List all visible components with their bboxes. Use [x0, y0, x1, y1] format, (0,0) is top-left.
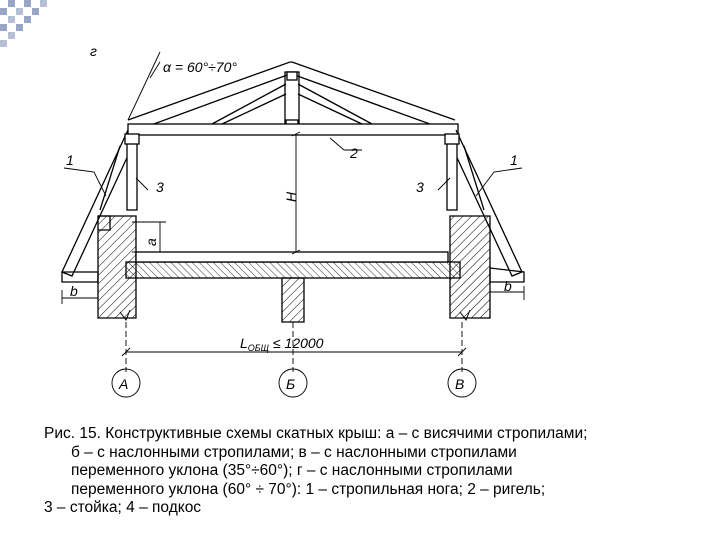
label-offset-a: a — [143, 238, 159, 246]
span-subscript: ОБЩ — [247, 343, 269, 353]
post-right — [447, 138, 457, 210]
axis-label-b: Б — [286, 376, 296, 392]
figure-caption — [44, 425, 694, 518]
strut-left — [212, 84, 286, 124]
caption-line: переменного уклона (60° ÷ 70°): 1 – стропильная нога; 2 – ригель; — [71, 480, 546, 498]
angle-label: α = 60°÷70° — [163, 59, 237, 75]
leader-label-3-left — [136, 178, 148, 190]
pier-middle — [282, 278, 304, 322]
ridge-cap — [287, 72, 297, 80]
span-symbol: L — [240, 335, 248, 351]
span-relation: ≤ 12000 — [272, 335, 324, 351]
label-rafter-right: 1 — [510, 152, 518, 168]
caption-line: Рис. 15. Конструктивные схемы скатных крыш: а – с висячими стропилами; — [44, 425, 588, 442]
label-height: H — [283, 191, 299, 202]
caption-line: б – с наслонными стропилами; в – с наслонными стропилами — [71, 443, 517, 461]
a-dim-ext — [132, 222, 166, 252]
upper-rafter-right — [292, 62, 455, 120]
label-post-left: 3 — [156, 179, 164, 195]
label-post-right: 3 — [416, 179, 424, 195]
label-overhang-left: b — [70, 283, 78, 299]
label-span — [240, 335, 324, 353]
caption-line: переменного уклона (35°÷60°); г – с наслонными стропилами — [71, 462, 513, 479]
caption-line: 3 – стойка; 4 – подкос — [44, 499, 202, 516]
crossbar-beam — [128, 124, 458, 135]
label-rafter-left: 1 — [66, 152, 74, 168]
post-left — [127, 138, 137, 210]
label-crossbar: 2 — [350, 145, 358, 161]
b-dim-left — [62, 290, 98, 304]
leader-label-1-right — [476, 168, 522, 196]
axis-label-v: В — [455, 376, 465, 392]
figure-variant-letter: г — [90, 43, 97, 59]
label-overhang-right: b — [504, 278, 512, 294]
post-right-cap — [445, 134, 459, 144]
axis-label-a: А — [119, 376, 129, 392]
floor-slab — [126, 262, 460, 278]
post-left-cap — [125, 134, 139, 144]
